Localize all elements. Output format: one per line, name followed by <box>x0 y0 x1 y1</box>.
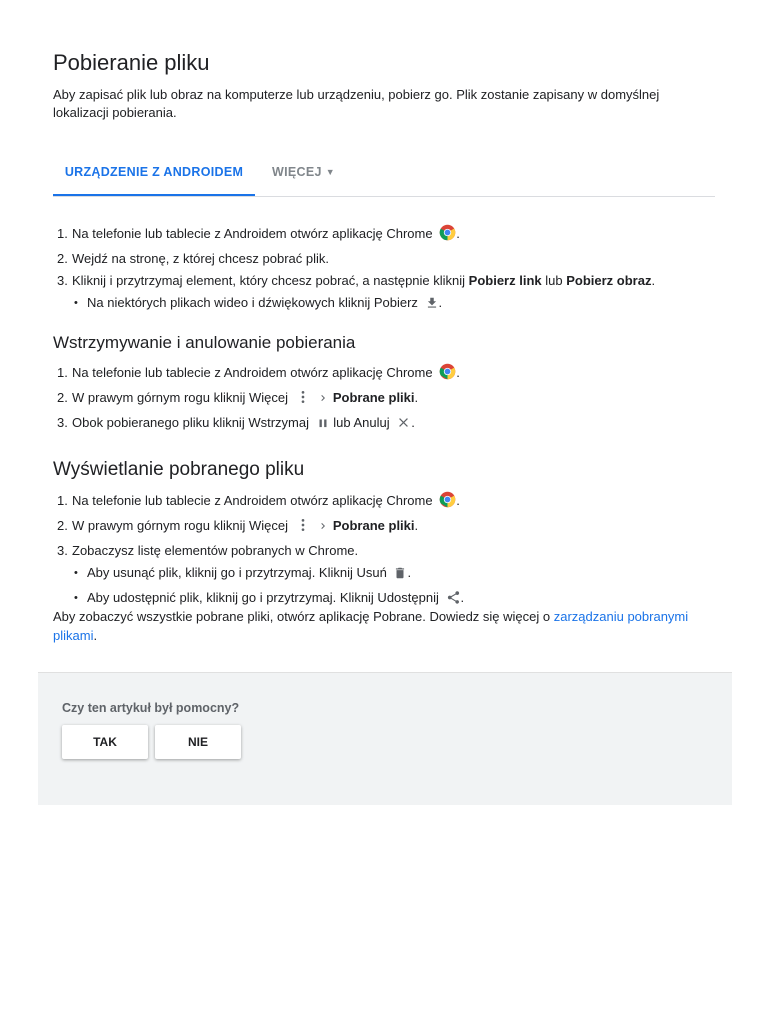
step-text: Na telefonie lub tablecie z Androidem otwórz aplikację Chrome <box>72 493 433 508</box>
pause-icon <box>316 415 330 437</box>
chrome-icon <box>439 224 456 248</box>
intro-text: Aby zapisać plik lub obraz na komputerze lub urządzeniu, pobierz go. Plik zostanie zapisany w domyślnej lokalizacji pobierania. <box>53 87 660 120</box>
section-view <box>53 490 715 612</box>
footnote-text: Aby zobaczyć wszystkie pobrane pliki, otwórz aplikację Pobrane. Dowiedz się więcej o <box>53 609 554 624</box>
sub-text: Aby usunąć plik, kliknij go i przytrzymaj. Kliknij Usuń <box>87 565 387 580</box>
chevron-right-icon <box>317 518 329 540</box>
step-bold: Pobierz obraz <box>566 273 652 288</box>
step-number: 1. <box>57 226 68 241</box>
yes-button[interactable]: TAK <box>62 725 148 759</box>
page-title: Pobieranie pliku <box>53 50 210 75</box>
step-punct: . <box>414 390 419 405</box>
section-title-pause: Wstrzymywanie i anulowanie pobierania <box>53 333 356 352</box>
step-text: Wejdź na stronę, z której chcesz pobrać plik. <box>72 251 329 266</box>
step-number: 3. <box>57 415 68 430</box>
step-punct: . <box>456 493 460 508</box>
list-item <box>53 540 715 562</box>
list-item <box>53 412 715 437</box>
step-text: W prawym górnym rogu kliknij Więcej <box>72 390 288 405</box>
feedback-panel <box>38 672 732 805</box>
list-item <box>53 490 715 515</box>
sub-text: Aby udostępnić plik, kliknij go i przytrzymaj. Kliknij Udostępnij <box>87 590 439 605</box>
step-text: Obok pobieranego pliku kliknij Wstrzymaj <box>72 415 309 430</box>
step-number: 2. <box>57 518 68 533</box>
chrome-icon <box>439 491 456 515</box>
sub-text: Na niektórych plikach wideo i dźwiękowych kliknij Pobierz <box>87 295 418 310</box>
step-text: lub <box>541 273 567 288</box>
caret-down-icon: ▼ <box>325 167 335 177</box>
step-text: Na telefonie lub tablecie z Androidem otwórz aplikację Chrome <box>72 226 433 241</box>
step-number: 3. <box>57 543 68 558</box>
sub-list-item <box>53 292 715 317</box>
download-icon <box>425 295 439 317</box>
feedback-question: Czy ten artykuł był pomocny? <box>62 701 240 715</box>
sub-list-item <box>53 562 715 587</box>
footnote-punct: . <box>93 628 98 643</box>
step-punct: . <box>651 273 656 288</box>
section-download <box>53 223 715 317</box>
step-bold: Pobrane pliki <box>332 518 415 533</box>
section-title-view: Wyświetlanie pobranego pliku <box>53 459 305 480</box>
sub-punct: . <box>460 590 465 605</box>
list-item <box>53 248 715 270</box>
step-bold: Pobrane pliki <box>332 390 415 405</box>
step-text: Kliknij i przytrzymaj element, który chcesz pobrać, a następnie kliknij <box>72 273 469 288</box>
step-text: lub Anuluj <box>333 415 390 430</box>
tab-bar <box>53 150 715 197</box>
list-item <box>53 223 715 248</box>
sub-punct: . <box>438 295 443 310</box>
step-number: 1. <box>57 493 68 508</box>
chrome-icon <box>439 363 456 387</box>
more-vert-icon <box>295 389 311 412</box>
close-icon <box>396 415 411 437</box>
step-text: Zobaczysz listę elementów pobranych w Chrome. <box>72 543 359 558</box>
step-punct: . <box>414 518 419 533</box>
sub-punct: . <box>407 565 412 580</box>
delete-icon <box>393 565 407 587</box>
step-punct: . <box>456 365 460 380</box>
step-number: 3. <box>57 273 68 288</box>
tab-more-label: WIĘCEJ <box>272 165 322 179</box>
tab-android[interactable]: URZĄDZENIE Z ANDROIDEM <box>53 150 255 196</box>
manage-downloads-link[interactable]: zarządzaniu pobranymi plikami <box>53 609 689 643</box>
section-pause <box>53 362 715 437</box>
more-vert-icon <box>295 517 311 540</box>
step-punct: . <box>456 226 460 241</box>
list-item <box>53 387 715 412</box>
list-item <box>53 515 715 540</box>
step-number: 2. <box>57 390 68 405</box>
list-item <box>53 270 715 292</box>
step-text: Na telefonie lub tablecie z Androidem otwórz aplikację Chrome <box>72 365 433 380</box>
chevron-right-icon <box>317 390 329 412</box>
step-number: 2. <box>57 251 68 266</box>
step-bold: Pobierz link <box>468 273 542 288</box>
tab-more[interactable] <box>272 150 335 196</box>
step-number: 1. <box>57 365 68 380</box>
list-item <box>53 362 715 387</box>
step-text: W prawym górnym rogu kliknij Więcej <box>72 518 288 533</box>
footnote <box>53 607 715 645</box>
no-button[interactable]: NIE <box>155 725 241 759</box>
step-punct: . <box>411 415 415 430</box>
